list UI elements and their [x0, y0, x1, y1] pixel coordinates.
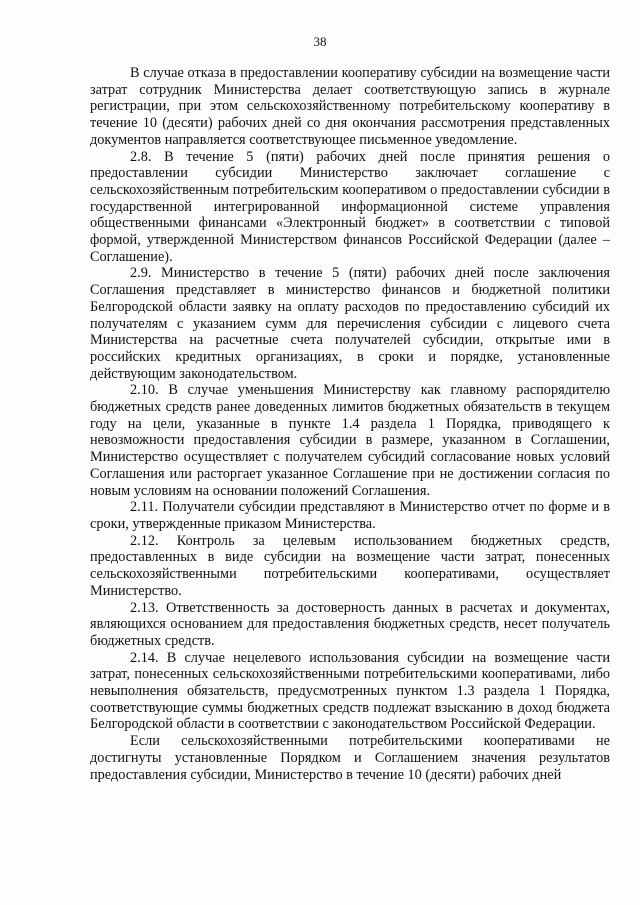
paragraph-2-14: 2.14. В случае нецелевого использования субсидии на возмещение части затрат, понесенных сельскохозяйственными потребительскими кооперативами, либо невыполнения обязательств, предусмотренных пунктом 1.3 раздела 1 Порядка, соответствующие суммы бюджетных средств подлежат взысканию в доход бюджета Белгородской области в соответствии с законодательством Российской Федерации. [90, 649, 610, 733]
paragraph-2-8: 2.8. В течение 5 (пяти) рабочих дней после принятия решения о предоставлении субсидии Министерство заключает соглашение с сельскохозяйственным потребительским кооперативом о предоставлении субсидии в государственной интегрированной информационной системе управления общественными финансами «Электронный бюджет» в соответствии с типовой формой, утвержденной Министерством финансов Российской Федерации (далее – Соглашение). [90, 148, 610, 265]
paragraph-2-9: 2.9. Министерство в течение 5 (пяти) рабочих дней после заключения Соглашения представляет в министерство финансов и бюджетной политики Белгородской области заявку на оплату расходов по предоставлению субсидий их получателям с указанием сумм для перечисления субсидии с лицевого счета Министерства на расчетные счета получателей субсидии, открытые ими в российских кредитных организациях, в сроки и порядке, установленные действующим законодательством. [90, 265, 610, 382]
paragraph-2-12: 2.12. Контроль за целевым использованием бюджетных средств, предоставленных в виде субсидии на возмещение части затрат, понесенных сельскохозяйственными потребительскими кооперативами, осуществляет Министерство. [90, 532, 610, 599]
paragraph-refusal-notice: В случае отказа в предоставлении кооперативу субсидии на возмещение части затрат сотрудник Министерства делает соответствующую запись в журнале регистрации, при этом сельскохозяйственному потребительскому кооперативу в течение 10 (десяти) рабочих дней со дня окончания рассмотрения представленных документов направляется соответствующее письменное уведомление. [90, 65, 610, 148]
paragraph-results-not-achieved: Если сельскохозяйственными потребительскими кооперативами не достигнуты установленные Порядком и Соглашением значения результатов предоставления субсидии, Министерство в течение 10 (десяти) рабочих дней [90, 733, 610, 783]
paragraph-2-10: 2.10. В случае уменьшения Министерству как главному распорядителю бюджетных средств ранее доведенных лимитов бюджетных обязательств в текущем году на цели, указанные в пункте 1.4 раздела 1 Порядка, приводящего к невозможности предоставления субсидии в размере, указанном в Соглашении, Министерство осуществляет с получателем субсидий согласование новых условий Соглашения или расторгает указанное Соглашение при не достижении согласия по новым условиям на основании положений Соглашения. [90, 382, 610, 499]
page-number: 38 [313, 34, 327, 49]
paragraph-2-11: 2.11. Получатели субсидии представляют в Министерство отчет по форме и в сроки, утвержденные приказом Министерства. [90, 499, 610, 532]
paragraph-2-13: 2.13. Ответственность за достоверность данных в расчетах и документах, являющихся основанием для предоставления бюджетных средств, несет получатель бюджетных средств. [90, 599, 610, 649]
document-body [90, 65, 610, 783]
